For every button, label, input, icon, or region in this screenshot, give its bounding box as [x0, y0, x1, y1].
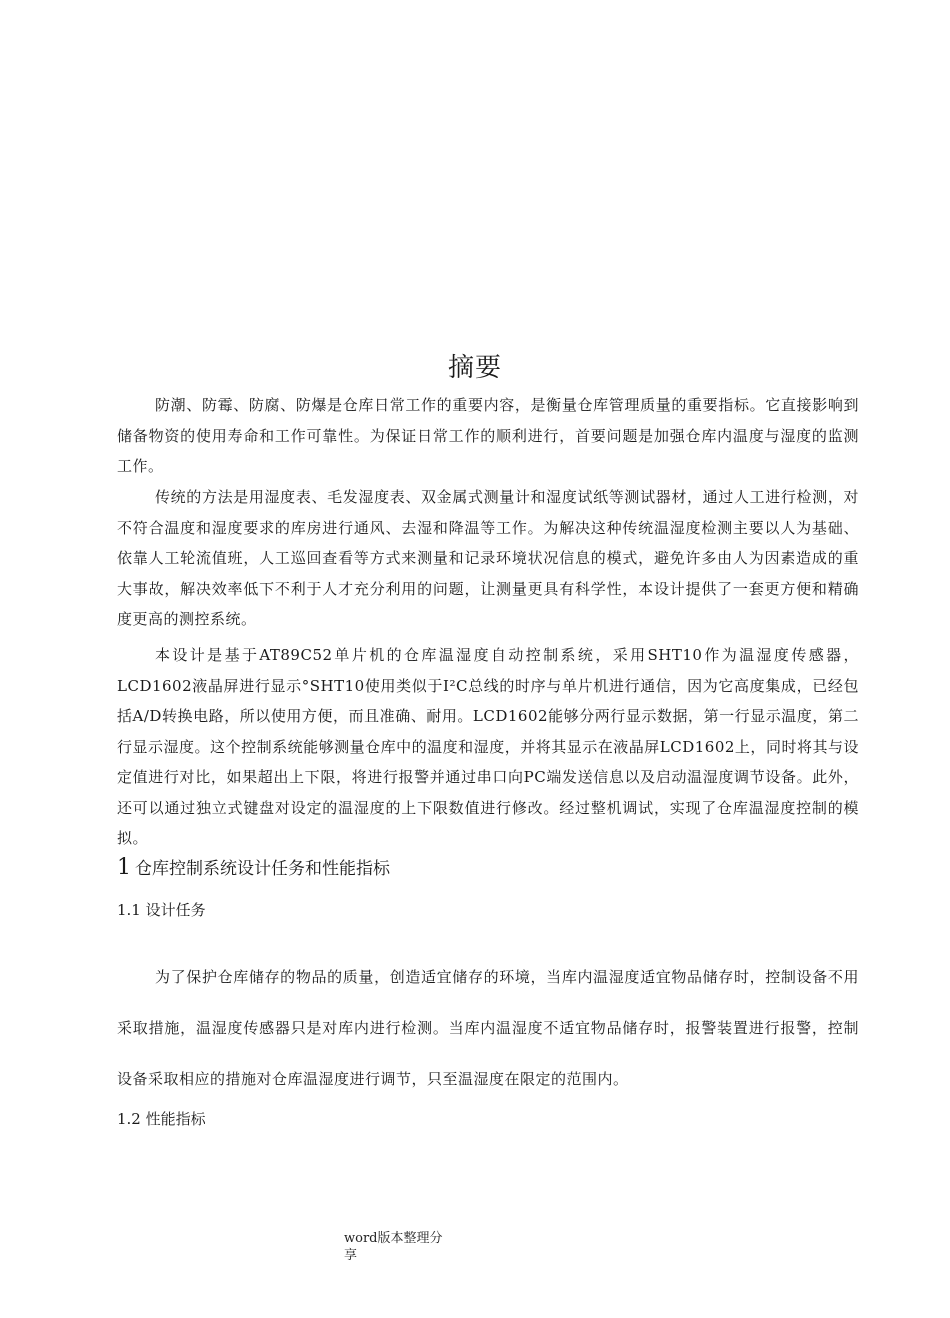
section-heading	[117, 853, 390, 884]
subsection-heading-performance: 1.2 性能指标	[117, 1110, 206, 1128]
section-title: 仓库控制系统设计任务和性能指标	[135, 859, 390, 879]
footer-line-2: 享	[344, 1248, 358, 1263]
design-task-paragraph: 为了保护仓库储存的物品的质量，创造适宜储存的环境，当库内温湿度适宜物品储存时，控制设备不用采取措施，温湿度传感器只是对库内进行检测。当库内温湿度不适宜物品储存时，报警装置进行报警，控制设备采取相应的措施对仓库温湿度进行调节，只至温湿度在限定的范围内。	[117, 968, 859, 1088]
abstract-paragraph-2: 传统的方法是用湿度表、毛发湿度表、双金属式测量计和湿度试纸等测试器材，通过人工进行检测，对不符合温度和湿度要求的库房进行通风、去湿和降温等工作。为解决这种传统温湿度检测主要以人为基础、依靠人工轮流值班，人工巡回查看等方式来测量和记录环境状况信息的模式，避免许多由人为因素造成的重大事故，解决效率低下不利于人才充分利用的问题，让测量更具有科学性，本设计提供了一套更方便和精确度更高的测控系统。	[117, 488, 859, 628]
abstract-paragraph-3: 本设计是基于AT89C52单片机的仓库温湿度自动控制系统，采用SHT10作为温湿度传感器，LCD1602液晶屏进行显示°SHT10使用类似于I²C总线的时序与单片机进行通信，因为它高度集成，已经包括A/D转换电路，所以使用方便，而且准确、耐用。LCD1602能够分两行显示数据，第一行显示温度，第二行显示湿度。这个控制系统能够测量仓库中的温度和湿度，并将其显示在液晶屏LCD1602上，同时将其与设定值进行对比，如果超出上下限，将进行报警并通过串口向PC端发送信息以及启动温湿度调节设备。此外，还可以通过独立式键盘对设定的温湿度的上下限数值进行修改。经过整机调试，实现了仓库温湿度控制的模拟。	[117, 646, 859, 847]
page-footer	[344, 1230, 454, 1264]
subsection-heading-design-task: 1.1 设计任务	[117, 901, 206, 919]
section-number: 1	[117, 855, 131, 880]
abstract-title: 摘要	[447, 353, 502, 383]
abstract-paragraph-1: 防潮、防霉、防腐、防爆是仓库日常工作的重要内容，是衡量仓库管理质量的重要指标。它直接影响到储备物资的使用寿命和工作可靠性。为保证日常工作的顺利进行，首要问题是加强仓库内温度与湿度的监测工作。	[117, 396, 859, 475]
footer-line-1: word版本整理分	[344, 1231, 443, 1246]
